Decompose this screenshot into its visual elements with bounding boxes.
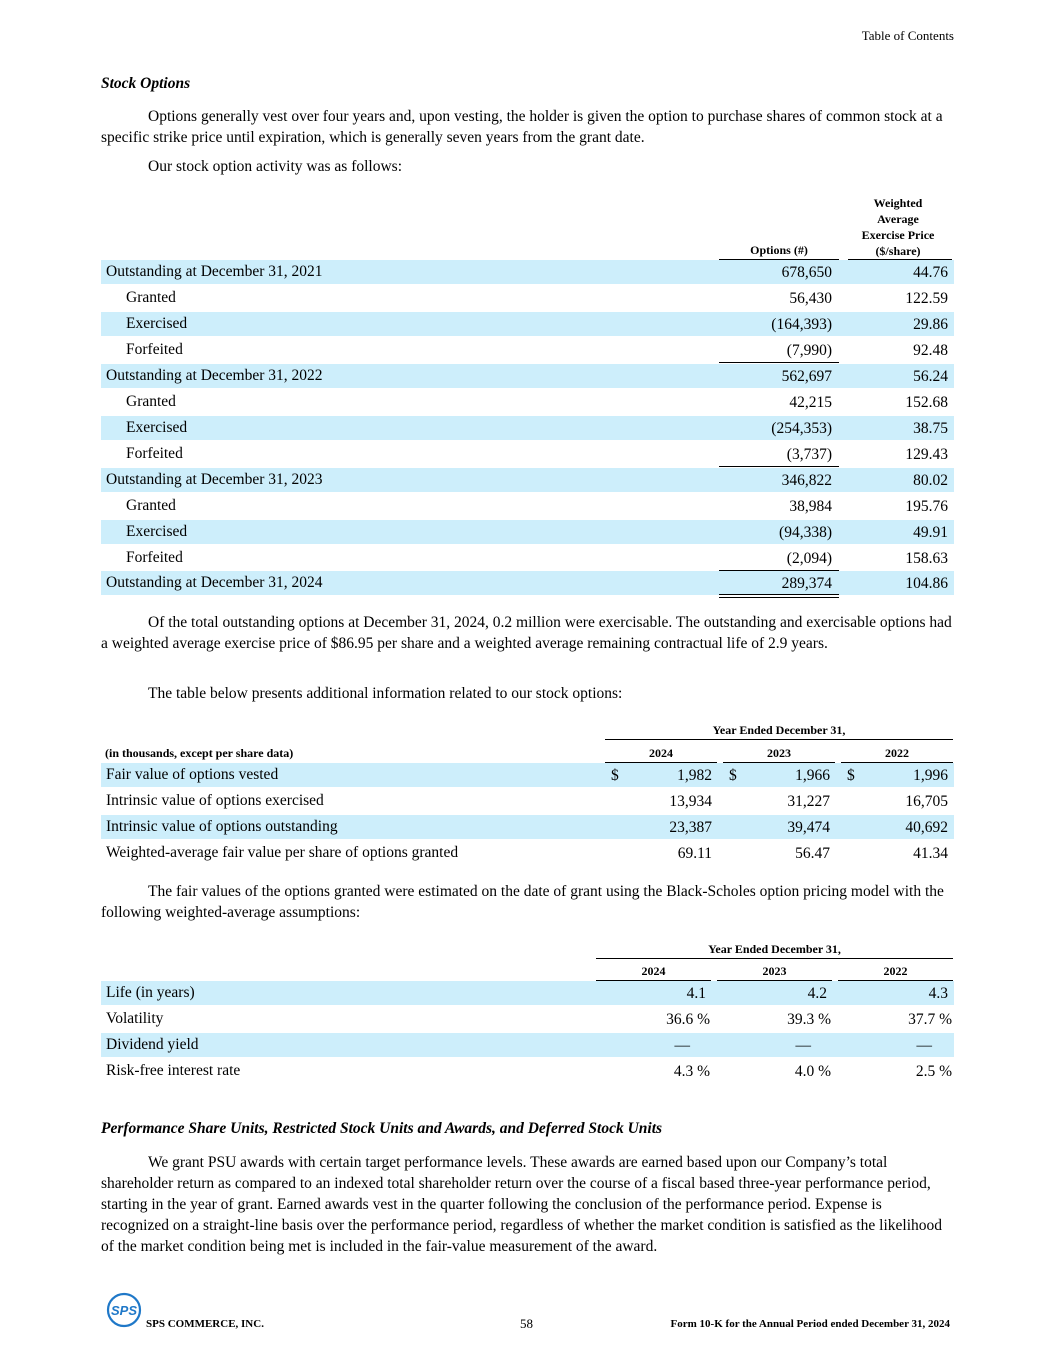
exercise-price-column-header [848, 195, 948, 259]
currency-symbol: $ [729, 767, 737, 784]
table-of-contents-link[interactable]: Table of Contents [861, 28, 954, 43]
row-label: Fair value of options vested [106, 766, 279, 783]
psu-heading: Performance Share Units, Restricted Stock Units and Awards, and Deferred Stock Units [101, 1120, 663, 1137]
row-label: Outstanding at December 31, 2024 [106, 574, 323, 591]
value-2022: 4.3 [928, 985, 948, 1002]
year-header: 2024 [649, 746, 673, 760]
table-row [101, 789, 954, 813]
value-2024: 36.6 % [666, 1011, 710, 1028]
options-value: 56,430 [789, 290, 832, 307]
total-double-rule [719, 594, 839, 598]
currency-symbol: $ [847, 767, 855, 784]
group-header-rule [596, 958, 953, 959]
value-2024: 1,982 [677, 767, 712, 784]
value-2024: 4.3 % [673, 1063, 710, 1080]
year-header: 2022 [883, 964, 908, 978]
row-label: Life (in years) [106, 984, 195, 1001]
year-header: 2023 [767, 746, 791, 760]
row-label: Intrinsic value of options outstanding [106, 818, 338, 835]
row-label: Risk-free interest rate [106, 1062, 241, 1079]
table-row [101, 260, 954, 284]
value-2023: 39.3 % [787, 1011, 831, 1028]
value-2024: 4.1 [686, 985, 706, 1002]
table-row [101, 442, 954, 466]
row-label: Exercised [126, 523, 188, 540]
price-value: 152.68 [905, 394, 948, 411]
options-value: 38,984 [789, 498, 832, 515]
price-value: 129.43 [905, 446, 948, 463]
value-2023: 31,227 [787, 793, 830, 810]
options-value: (254,353) [771, 420, 832, 437]
price-value: 122.59 [905, 290, 948, 307]
company-name: SPS COMMERCE, INC. [146, 1318, 264, 1330]
price-value: 56.24 [913, 368, 948, 385]
exercisable-paragraph: Of the total outstanding options at December 31, 2024, 0.2 million were exercisable. The outstanding and exercisable options had a weighted average exercise price of $86.95 per share and a weighted average remaining contractual life of 2.9 years. [101, 614, 952, 652]
value-2022: 16,705 [905, 793, 948, 810]
price-value: 29.86 [913, 316, 948, 333]
table-row [101, 286, 954, 310]
value-2023: 4.0 % [794, 1063, 831, 1080]
value-2022: 37.7 % [908, 1011, 952, 1028]
options-value: 289,374 [781, 575, 832, 592]
value-2022: 1,996 [913, 767, 948, 784]
options-value: 562,697 [781, 368, 832, 385]
table-row [101, 312, 954, 336]
price-value: 92.48 [913, 342, 948, 359]
table-row [101, 390, 954, 414]
assumptions-group-header: Year Ended December 31, [708, 942, 841, 956]
form-title: Form 10-K for the Annual Period ended December 31, 2024 [670, 1318, 950, 1330]
options-value: (94,338) [779, 524, 832, 541]
options-value: 346,822 [781, 472, 832, 489]
value-2024: 23,387 [669, 819, 712, 836]
price-value: 38.75 [913, 420, 948, 437]
table-row [101, 520, 954, 544]
table-row [101, 763, 954, 787]
value-2024: 69.11 [677, 845, 712, 862]
table-row [101, 1007, 954, 1031]
options-value: (164,393) [771, 316, 832, 333]
table-row [101, 1059, 954, 1083]
table-row [101, 815, 954, 839]
exercise-price-header-line: Exercise Price [861, 228, 935, 242]
svg-text:SPS: SPS [110, 1303, 138, 1318]
price-value: 44.76 [913, 264, 948, 281]
value-2023: 39,474 [787, 819, 830, 836]
options-value: (2,094) [786, 550, 832, 567]
row-label: Granted [126, 393, 176, 410]
row-label: Outstanding at December 31, 2021 [106, 263, 323, 280]
currency-symbol: $ [611, 767, 619, 784]
subtotal-rule [719, 362, 839, 363]
table-row [101, 364, 954, 388]
row-label: Forfeited [126, 445, 183, 462]
value-2023: — [795, 1037, 811, 1054]
row-label: Exercised [126, 419, 188, 436]
price-value: 195.76 [905, 498, 948, 515]
sps-logo-icon [106, 1292, 142, 1328]
black-scholes-paragraph: The fair values of the options granted were estimated on the date of grant using the Black-Scholes option pricing model with the following weighted-average assumptions: [101, 883, 944, 921]
price-value: 49.91 [913, 524, 948, 541]
table-row [101, 416, 954, 440]
info-table-intro: The table below presents additional information related to our stock options: [148, 685, 623, 702]
subtotal-rule [719, 466, 839, 467]
table-row [101, 338, 954, 362]
year-header: 2024 [641, 964, 666, 978]
info-table-group-header: Year Ended December 31, [712, 723, 846, 737]
row-label: Dividend yield [106, 1036, 199, 1053]
sps-logo [106, 1292, 142, 1328]
options-value: 42,215 [789, 394, 832, 411]
value-2022: 41.34 [913, 845, 948, 862]
row-label: Granted [126, 497, 176, 514]
value-2022: — [916, 1037, 932, 1054]
exercise-price-header-line: ($/share) [875, 244, 921, 258]
price-value: 158.63 [905, 550, 948, 567]
value-2024: — [674, 1037, 690, 1054]
price-value: 104.86 [905, 575, 948, 592]
year-header: 2023 [762, 964, 787, 978]
options-column-header: Options (#) [750, 243, 808, 257]
row-label: Forfeited [126, 549, 183, 566]
row-label: Forfeited [126, 341, 183, 358]
table-row [101, 1033, 954, 1057]
row-label: Outstanding at December 31, 2023 [106, 471, 323, 488]
page-number: 58 [520, 1316, 533, 1331]
exercise-price-header-line: Weighted [873, 196, 923, 210]
row-label: Weighted-average fair value per share of options granted [106, 844, 459, 861]
table-row [101, 841, 954, 865]
options-value: (3,737) [786, 446, 832, 463]
value-2024: 13,934 [669, 793, 712, 810]
units-label: (in thousands, except per share data) [105, 746, 294, 760]
vesting-paragraph: Options generally vest over four years and, upon vesting, the holder is given the option to purchase shares of common stock at a specific strike price until expiration, which is generally seven years from the grant date. [101, 108, 943, 146]
value-2022: 40,692 [905, 819, 948, 836]
table-row [101, 494, 954, 518]
options-value: 678,650 [781, 264, 832, 281]
table-row [101, 546, 954, 570]
psu-paragraph: We grant PSU awards with certain target performance levels. These awards are earned based upon our Company’s total shareholder return as compared to an indexed total shareholder return over the course of a fiscal based three-year performance period, starting in the year of grant. Earned awards vest in the quarter following the conclusion of the performance period. Expense is recognized on a straight-line basis over the performance period, regardless of whether the market condition is satisfied as the likelihood of the market condition being met is included in the fair-value measurement of the award. [101, 1154, 943, 1255]
value-2022: 2.5 % [915, 1063, 952, 1080]
stock-options-heading: Stock Options [101, 75, 191, 92]
activity-intro: Our stock option activity was as follows: [148, 158, 402, 175]
exercise-price-header-line: Average [877, 212, 919, 226]
table-row [101, 571, 954, 595]
year-header: 2022 [885, 746, 909, 760]
table-row [101, 981, 954, 1005]
options-value: (7,990) [786, 342, 832, 359]
value-2023: 4.2 [807, 985, 827, 1002]
row-label: Exercised [126, 315, 188, 332]
group-header-rule [605, 739, 953, 740]
value-2023: 1,966 [795, 767, 830, 784]
value-2023: 56.47 [795, 845, 830, 862]
row-label: Granted [126, 289, 176, 306]
row-label: Volatility [106, 1010, 164, 1027]
table-row [101, 468, 954, 492]
row-label: Outstanding at December 31, 2022 [106, 367, 323, 384]
row-label: Intrinsic value of options exercised [106, 792, 324, 809]
price-value: 80.02 [913, 472, 948, 489]
